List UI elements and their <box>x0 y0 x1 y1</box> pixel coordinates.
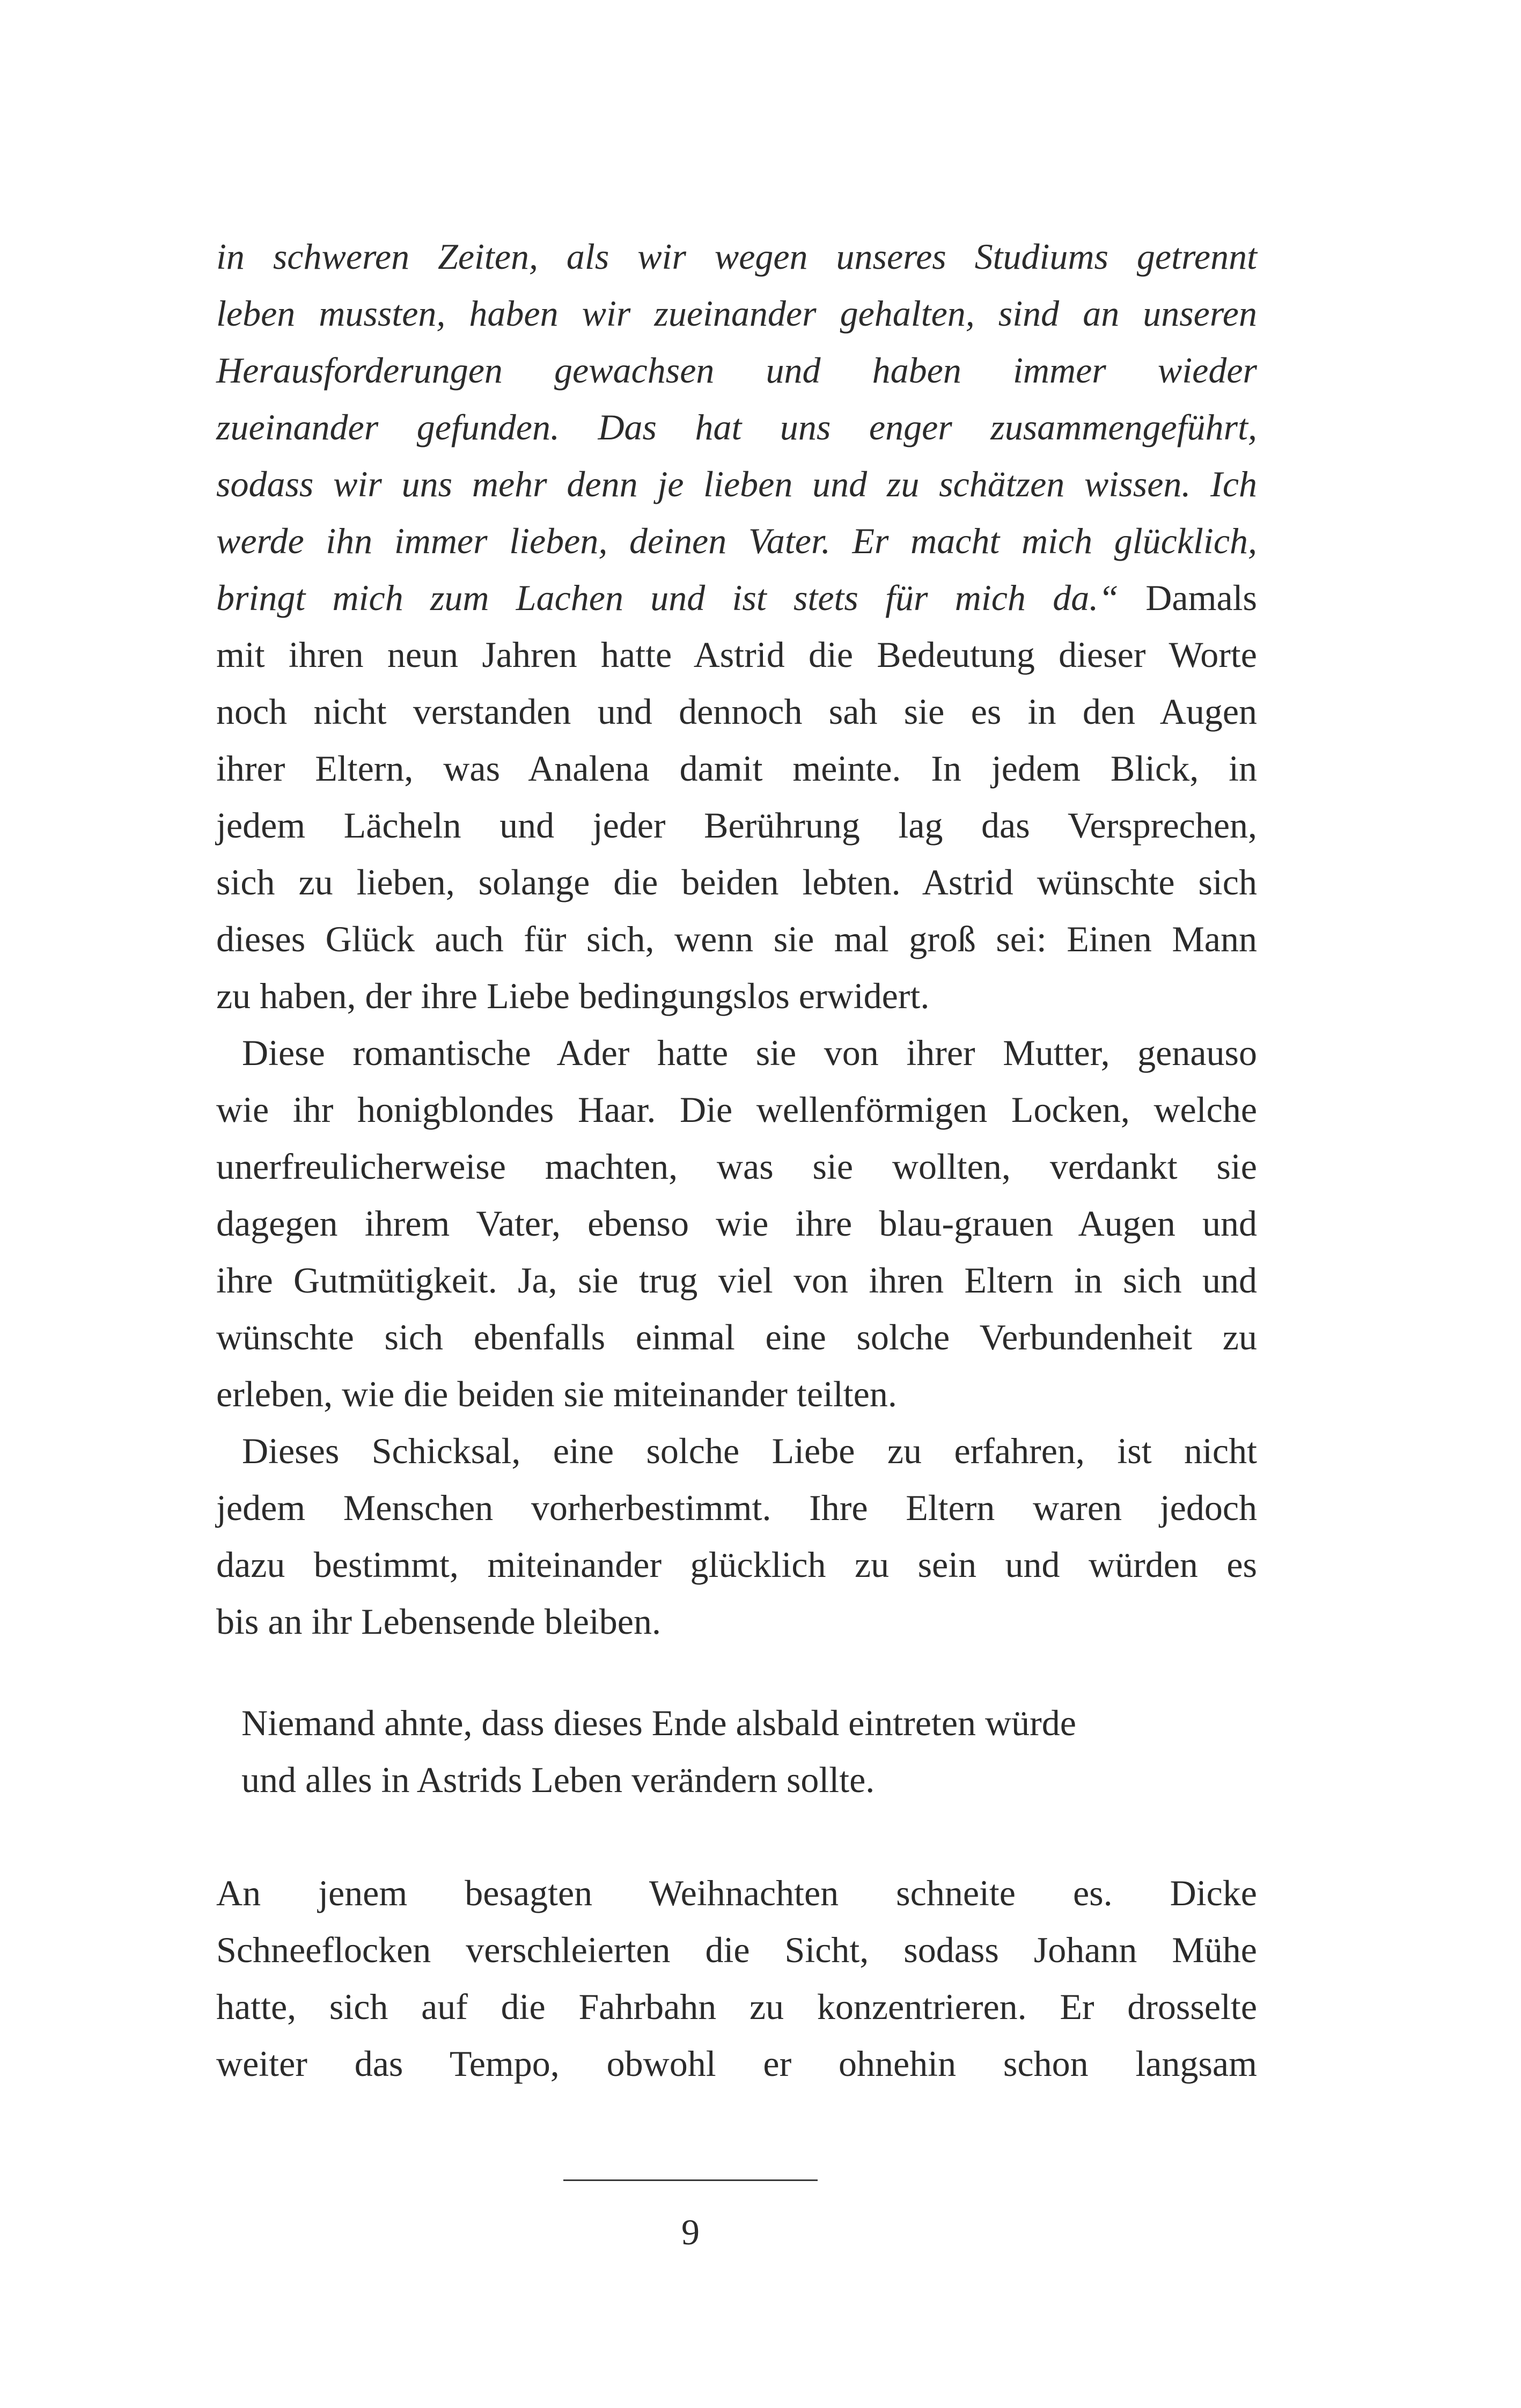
text-line: hatte, sich auf die Fahrbahn zu konzentrieren. Er drosselte <box>216 1986 1257 2027</box>
closing-text-block <box>216 1864 1257 2092</box>
text-line: werde ihn immer lieben, deinen Vater. Er macht mich glücklich, <box>216 520 1257 561</box>
text-line: dazu bestimmt, miteinander glücklich zu sein und würden es <box>216 1544 1257 1585</box>
quote-tail: Damals <box>1145 577 1257 618</box>
text-line: wie ihr honigblondes Haar. Die wellenförmigen Locken, welche <box>216 1089 1257 1130</box>
main-text-block <box>216 228 1257 1650</box>
text-line: unerfreulicherweise machten, was sie wollten, verdankt sie <box>216 1146 1257 1187</box>
text-line: Niemand ahnte, dass dieses Ende alsbald eintreten würde <box>241 1702 1076 1743</box>
text-line: ihre Gutmütigkeit. Ja, sie trug viel von ihren Eltern in sich und <box>216 1260 1257 1301</box>
text-line: mit ihren neun Jahren hatte Astrid die Bedeutung dieser Worte <box>216 634 1257 675</box>
text-line: erleben, wie die beiden sie miteinander teilten. <box>216 1374 897 1414</box>
text-line: weiter das Tempo, obwohl er ohnehin schon langsam <box>216 2043 1257 2084</box>
text-line: ihrer Eltern, was Analena damit meinte. In jedem Blick, in <box>216 748 1257 789</box>
text-line: An jenem besagten Weihnachten schneite es. Dicke <box>216 1873 1257 1913</box>
text-line: Herausforderungen gewachsen und haben immer wieder <box>216 350 1257 391</box>
text-line: und alles in Astrids Leben verändern sollte. <box>241 1759 875 1800</box>
text-line: wünschte sich ebenfalls einmal eine solche Verbundenheit zu <box>216 1317 1257 1357</box>
text-line: sich zu lieben, solange die beiden lebten. Astrid wünschte sich <box>216 862 1257 902</box>
text-line: Dieses Schicksal, eine solche Liebe zu erfahren, ist nicht <box>242 1430 1257 1471</box>
quote-end: bringt mich zum Lachen und ist stets für mich da.“ <box>216 577 1119 618</box>
text-line: in schweren Zeiten, als wir wegen unseres Studiums getrennt <box>216 236 1257 277</box>
text-line-mixed <box>216 569 1257 626</box>
interlude-block <box>241 1694 1257 1808</box>
text-line: Diese romantische Ader hatte sie von ihrer Mutter, genauso <box>242 1032 1257 1073</box>
text-line: jedem Lächeln und jeder Berührung lag das Versprechen, <box>216 805 1257 846</box>
footer-divider <box>563 2179 818 2181</box>
text-line: dagegen ihrem Vater, ebenso wie ihre blau-grauen Augen und <box>216 1203 1257 1244</box>
text-line: zueinander gefunden. Das hat uns enger zusammengeführt, <box>216 407 1257 447</box>
text-line: sodass wir uns mehr denn je lieben und zu schätzen wissen. Ich <box>216 464 1257 504</box>
text-line: noch nicht verstanden und dennoch sah sie es in den Augen <box>216 691 1257 732</box>
text-line: Schneeflocken verschleierten die Sicht, sodass Johann Mühe <box>216 1929 1257 1970</box>
text-line: zu haben, der ihre Liebe bedingungslos erwidert. <box>216 975 930 1016</box>
text-line: leben mussten, haben wir zueinander gehalten, sind an unseren <box>216 293 1257 334</box>
text-line: jedem Menschen vorherbestimmt. Ihre Eltern waren jedoch <box>216 1487 1257 1528</box>
text-line: bis an ihr Lebensende bleiben. <box>216 1601 661 1642</box>
page-number: 9 <box>681 2212 700 2252</box>
text-line: dieses Glück auch für sich, wenn sie mal groß sei: Einen Mann <box>216 919 1257 959</box>
